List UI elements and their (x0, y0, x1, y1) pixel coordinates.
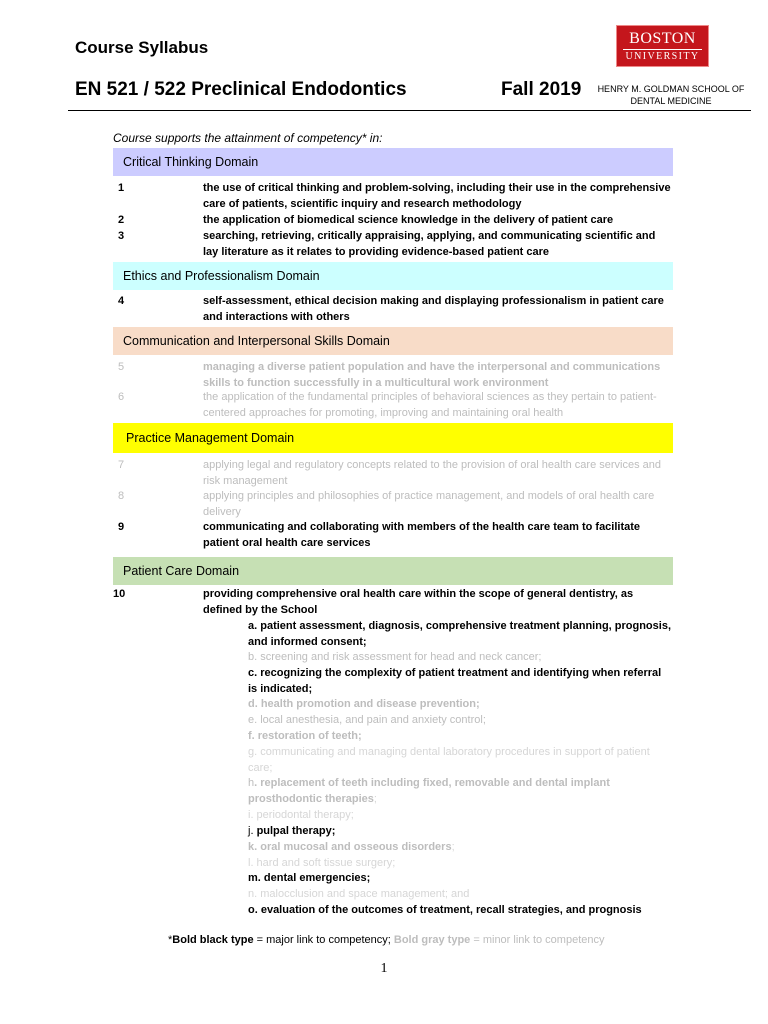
domain-communication: Communication and Interpersonal Skills Domain (113, 327, 673, 355)
sub-item-o: o. evaluation of the outcomes of treatment, recall strategies, and prognosis (248, 904, 642, 916)
competency-number: 4 (118, 295, 125, 307)
competency-text: the application of biomedical science knowledge in the delivery of patient care (203, 214, 614, 226)
school-line1: HENRY M. GOLDMAN SCHOOL OF (597, 84, 745, 94)
sub-item-j (248, 823, 673, 839)
sub-item-k (248, 839, 673, 855)
competency-number: 6 (118, 391, 125, 403)
competency-text: the application of the fundamental principles of behavioral sciences as they pertain to patient-centered approaches for promoting, improving and maintaining oral health (203, 391, 657, 419)
domain-patient-care: Patient Care Domain (113, 557, 673, 585)
sub-item-h (248, 775, 673, 807)
sub-item-h-suffix: ; (373, 793, 377, 805)
header-divider (68, 110, 751, 111)
competency-number: 8 (118, 490, 125, 502)
school-name (596, 83, 746, 107)
intro-text: Course supports the attainment of competency* in: (113, 131, 383, 145)
footnote-major: = major link to competency; (253, 934, 394, 946)
boston-university-logo (616, 25, 709, 67)
competency-number: 10 (113, 588, 126, 600)
footnote-star: * (168, 934, 173, 946)
competency-text: managing a diverse patient population and have the interpersonal and communications skills to function successfully in a multicultural work environment (203, 361, 661, 389)
sub-item-f: f. restoration of teeth; (248, 730, 362, 742)
sub-item-k-text: k. oral mucosal and osseous disorders (248, 841, 452, 853)
competency-text: searching, retrieving, critically appraising, applying, and communicating scientific and lay literature as it relates to providing evidence-based patient care (203, 230, 656, 258)
sub-item-n: n. malocclusion and space management; and (248, 888, 470, 900)
footnote-minor: = minor link to competency (470, 934, 605, 946)
sub-item-h-prefix: h (248, 777, 255, 789)
sub-item-k-suffix: ; (451, 841, 455, 853)
sub-item-d: d. health promotion and disease prevention; (248, 698, 480, 710)
logo-line2: UNIVERSITY (623, 49, 702, 64)
competency-number: 3 (118, 230, 125, 242)
competency-number: 7 (118, 459, 125, 471)
logo-line1: BOSTON (629, 30, 696, 47)
sub-item-h-text: . replacement of teeth including fixed, removable and dental implant prosthodontic therapies (248, 777, 610, 805)
school-line2: DENTAL MEDICINE (630, 96, 712, 106)
domain-ethics: Ethics and Professionalism Domain (113, 262, 673, 290)
footnote (168, 934, 605, 946)
footnote-bold-black: Bold black type (172, 934, 254, 946)
sub-item-b: b. screening and risk assessment for head and neck cancer; (248, 651, 542, 663)
term-label: Fall 2019 (501, 79, 582, 100)
page-number: 1 (380, 961, 388, 976)
sub-item-m: m. dental emergencies; (248, 872, 371, 884)
domain-practice-management: Practice Management Domain (113, 423, 673, 453)
sub-item-j-text: pulpal therapy; (256, 825, 336, 837)
syllabus-label: Course Syllabus (75, 38, 209, 57)
sub-item-a: a. patient assessment, diagnosis, comprehensive treatment planning, prognosis, and informed consent; (248, 620, 671, 648)
competency-number: 1 (118, 182, 125, 194)
sub-item-g: g. communicating and managing dental laboratory procedures in support of patient care; (248, 746, 650, 774)
competency-text: applying legal and regulatory concepts related to the provision of oral health care services and risk management (203, 459, 661, 487)
sub-item-e: e. local anesthesia, and pain and anxiety control; (248, 714, 486, 726)
sub-item-i: i. periodontal therapy; (248, 809, 354, 821)
competency-text: applying principles and philosophies of practice management, and models of oral health care delivery (203, 490, 655, 518)
footnote-bold-gray: Bold gray type (393, 934, 471, 946)
sub-item-c: c. recognizing the complexity of patient treatment and identifying when referral is indicated; (248, 667, 662, 695)
competency-number: 9 (118, 521, 125, 533)
competency-text: communicating and collaborating with members of the health care team to facilitate patient oral health care services (203, 521, 641, 549)
competency-text: self-assessment, ethical decision making and displaying professionalism in patient care and interactions with others (203, 295, 664, 323)
competency-text: providing comprehensive oral health care within the scope of general dentistry, as defined by the School (203, 588, 634, 616)
domain-critical-thinking: Critical Thinking Domain (113, 148, 673, 176)
competency-number: 2 (118, 214, 125, 226)
sub-item-j-prefix: j. (248, 825, 257, 837)
competency-number: 5 (118, 361, 125, 373)
competency-text: the use of critical thinking and problem-solving, including their use in the comprehensive care of patients, scientific inquiry and research methodology (203, 182, 671, 210)
sub-item-l: l. hard and soft tissue surgery; (248, 857, 396, 869)
course-title: EN 521 / 522 Preclinical Endodontics (75, 79, 407, 100)
